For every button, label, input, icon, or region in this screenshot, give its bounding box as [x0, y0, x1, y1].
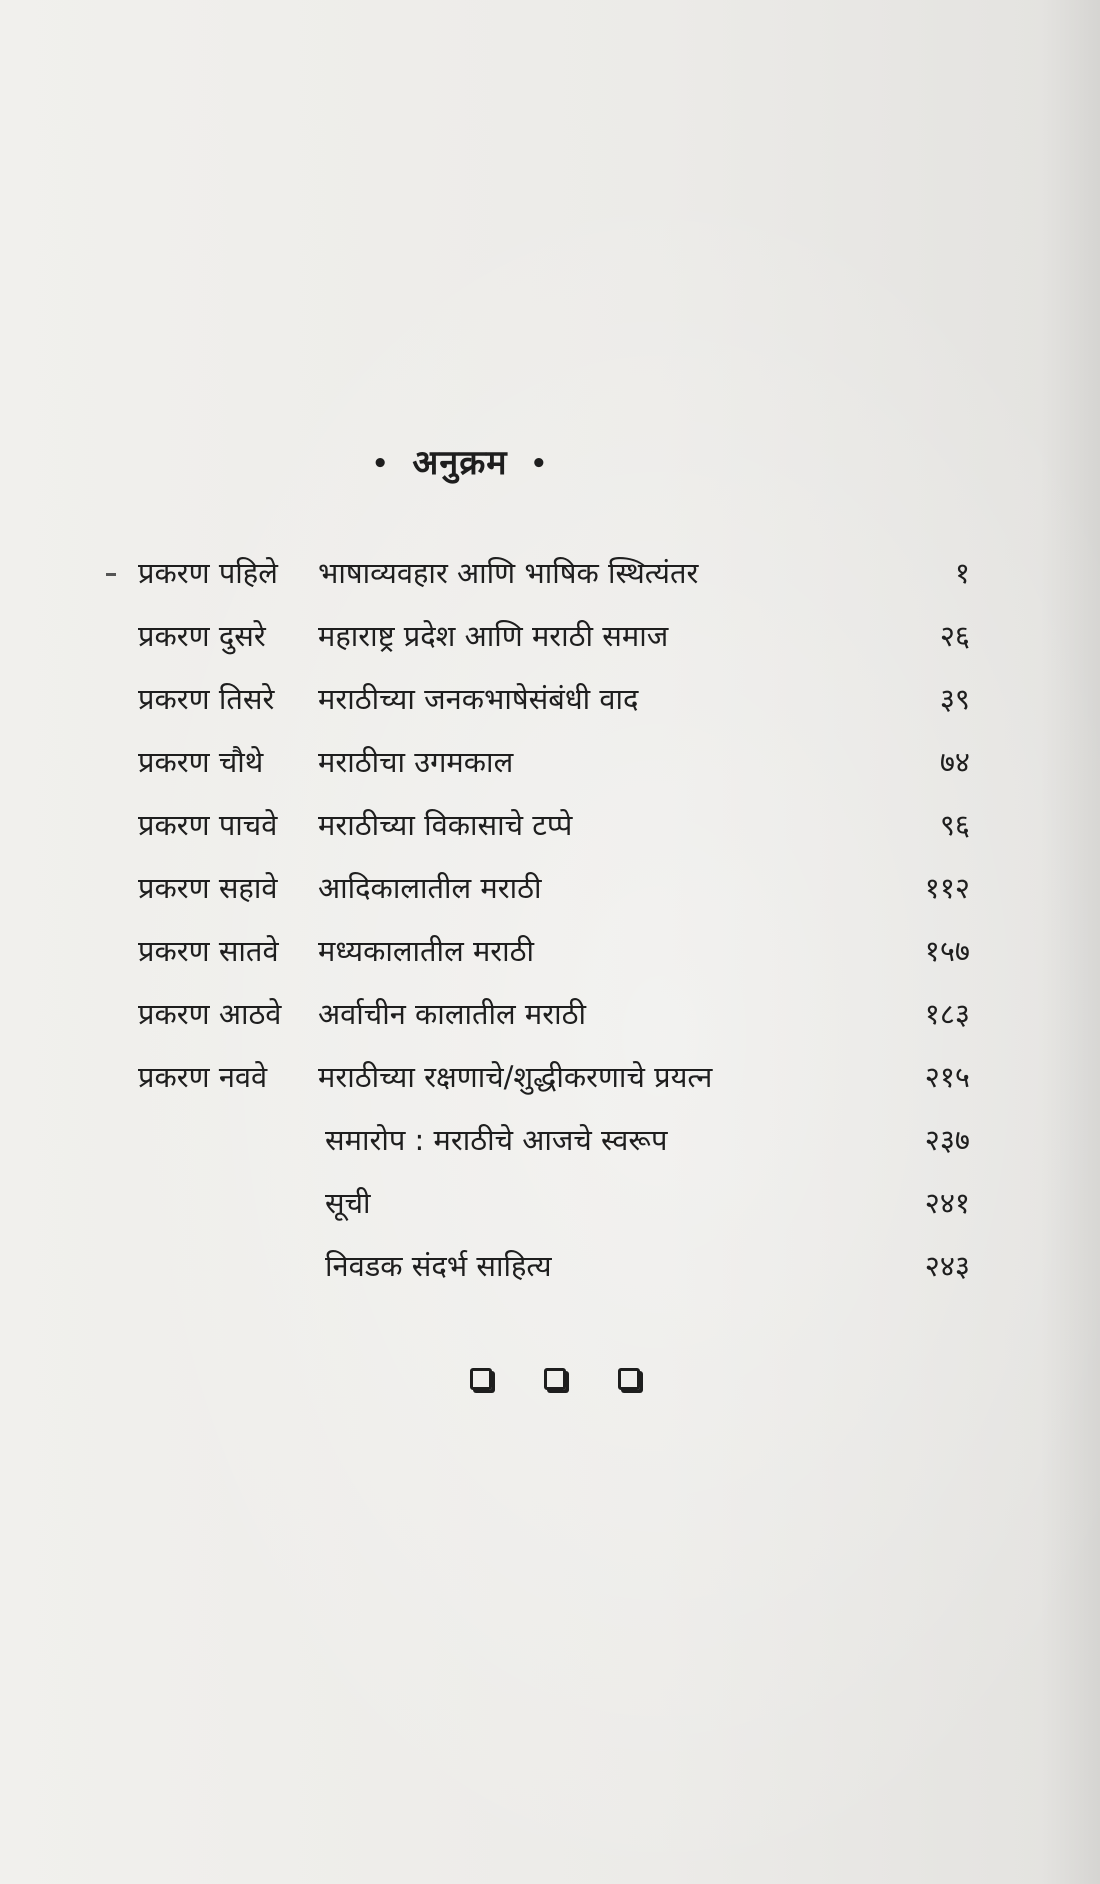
heading-bullet-left: •: [371, 449, 390, 479]
toc-chapter-label: प्रकरण सहावे: [138, 871, 278, 905]
toc-chapter-title: अर्वाचीन कालातील मराठी: [318, 997, 586, 1031]
toc-page-number: २४१: [924, 1186, 970, 1220]
toc-chapter-label: प्रकरण तिसरे: [138, 682, 275, 716]
toc-chapter-title: मराठीच्या जनकभाषेसंबंधी वाद: [318, 682, 639, 716]
toc-chapter-title: भाषाव्यवहार आणि भाषिक स्थित्यंतर: [318, 556, 699, 590]
toc-row: [0, 611, 1100, 661]
toc-chapter-title: सूची: [325, 1186, 371, 1220]
toc-row: [0, 737, 1100, 787]
toc-row: [0, 1115, 1100, 1165]
toc-page-number: ७४: [939, 745, 970, 779]
toc-page-number: ११२: [924, 871, 970, 905]
toc-chapter-label: प्रकरण पहिले: [138, 556, 278, 590]
toc-chapter-title: महाराष्ट्र प्रदेश आणि मराठी समाज: [318, 619, 669, 653]
toc-chapter-label: प्रकरण पाचवे: [138, 808, 278, 842]
heading-bullet-right: •: [530, 449, 549, 479]
toc-row: [0, 674, 1100, 724]
toc-chapter-title: आदिकालातील मराठी: [318, 871, 542, 905]
toc-page-number: ९६: [939, 808, 970, 842]
toc-page-number: २३७: [924, 1123, 970, 1157]
toc-chapter-title: समारोप : मराठीचे आजचे स्वरूप: [325, 1123, 668, 1157]
toc-chapter-label: प्रकरण चौथे: [138, 745, 264, 779]
toc-page-number: ३९: [939, 682, 970, 716]
toc-page-number: १५७: [924, 934, 970, 968]
square-ornament-icon: [618, 1368, 640, 1390]
toc-chapter-title: मराठीच्या विकासाचे टप्पे: [318, 808, 573, 842]
section-end-ornament: [470, 1368, 640, 1392]
square-ornament-icon: [544, 1368, 566, 1390]
toc-row: [0, 989, 1100, 1039]
toc-chapter-title: मराठीचा उगमकाल: [318, 745, 514, 779]
toc-row: [0, 1052, 1100, 1102]
toc-row: [0, 1178, 1100, 1228]
toc-row: [0, 1241, 1100, 1291]
toc-chapter-label: प्रकरण दुसरे: [138, 619, 266, 653]
toc-row: [0, 548, 1100, 598]
toc-chapter-title: मध्यकालातील मराठी: [318, 934, 535, 968]
toc-page-number: १: [954, 556, 970, 590]
toc-page-number: २४३: [924, 1249, 970, 1283]
toc-chapter-title: निवडक संदर्भ साहित्य: [325, 1249, 552, 1283]
toc-chapter-label: प्रकरण आठवे: [138, 997, 282, 1031]
toc-chapter-label: प्रकरण नववे: [138, 1060, 268, 1094]
contents-title: अनुक्रम: [412, 443, 508, 483]
toc-row: [0, 863, 1100, 913]
toc-row: [0, 926, 1100, 976]
square-ornament-icon: [470, 1368, 492, 1390]
toc-page-number: २६: [939, 619, 970, 653]
toc-page-number: १८३: [924, 997, 970, 1031]
toc-chapter-title: मराठीच्या रक्षणाचे/शुद्धीकरणाचे प्रयत्न: [318, 1060, 713, 1094]
toc-page-number: २१५: [924, 1060, 970, 1094]
toc-chapter-label: प्रकरण सातवे: [138, 934, 279, 968]
contents-heading: [0, 438, 920, 484]
toc-row: [0, 800, 1100, 850]
